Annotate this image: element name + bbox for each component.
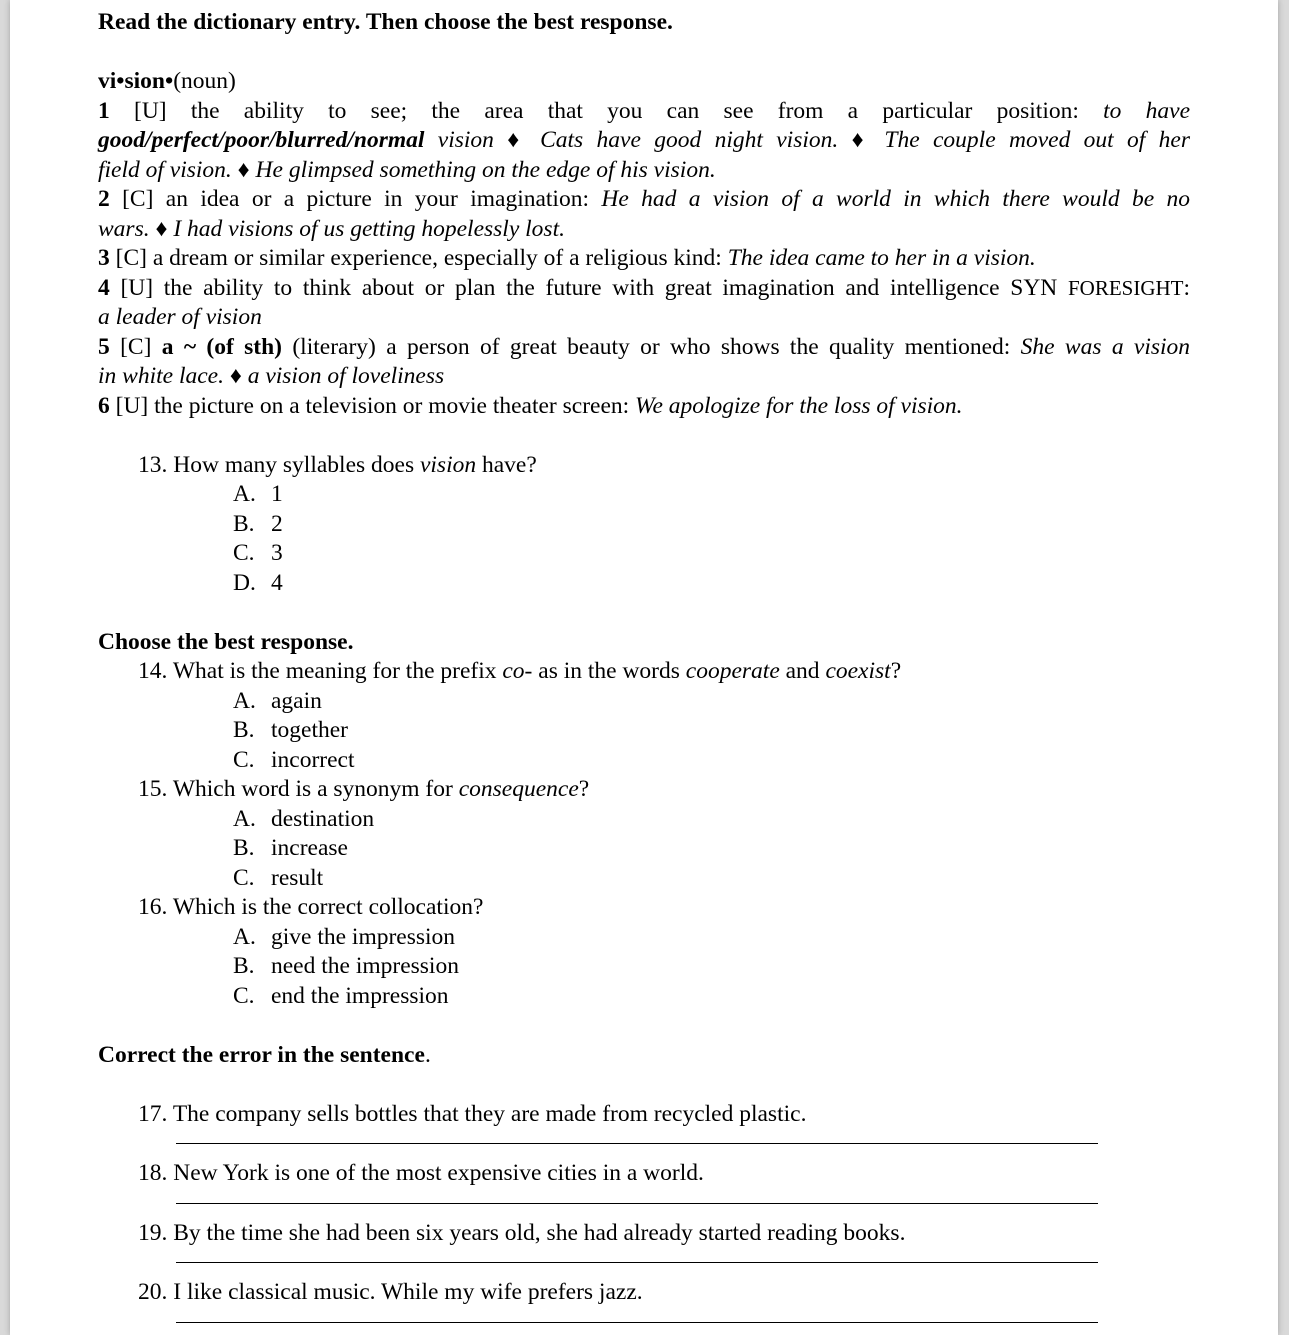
sense-text: [U] the ability to think about or plan the future with great imagination and intelligence SYN xyxy=(120,274,1058,301)
answer-option[interactable] xyxy=(233,539,1190,569)
sense-example: in white lace. ♦ a vision of loveliness xyxy=(98,363,445,389)
sense-1-line-2 xyxy=(98,126,1190,156)
question-14-options xyxy=(98,687,1190,776)
option-letter: C. xyxy=(233,982,255,1009)
colon: : xyxy=(1183,274,1191,301)
question-text: Which word is a synonym for xyxy=(172,776,453,802)
answer-line[interactable] xyxy=(176,1322,1098,1323)
option-text: 4 xyxy=(271,569,283,596)
answer-option[interactable] xyxy=(233,952,1190,982)
sense-4-line-2 xyxy=(98,303,1190,333)
question-number: 15. xyxy=(138,776,168,802)
answer-option[interactable] xyxy=(233,864,1190,894)
answer-option[interactable] xyxy=(233,834,1190,864)
option-letter: A. xyxy=(233,805,256,832)
sense-2-line-2 xyxy=(98,215,1190,245)
sense-5-line-2 xyxy=(98,362,1190,392)
sense-5-line-1 xyxy=(98,333,1190,363)
question-13-options xyxy=(98,480,1190,598)
question-word: cooperate xyxy=(685,658,780,684)
sense-collocations: good/perfect/poor/blurred/normal xyxy=(98,127,425,153)
option-text: destination xyxy=(271,805,375,832)
option-text: 3 xyxy=(271,540,283,566)
sense-3 xyxy=(98,244,1190,274)
answer-option[interactable] xyxy=(233,716,1190,746)
question-number: 17. xyxy=(138,1100,168,1127)
option-letter: B. xyxy=(233,835,255,861)
sense-example: vision ♦ Cats have good night vision. ♦ The couple moved out of her xyxy=(437,127,1191,153)
option-letter: C. xyxy=(233,864,255,891)
answer-option[interactable] xyxy=(233,982,1190,1012)
option-letter: C. xyxy=(233,540,255,566)
question-number: 19. xyxy=(138,1219,168,1246)
sense-example: The idea came to her in a vision. xyxy=(727,245,1036,271)
option-text: 1 xyxy=(271,481,283,507)
option-text: need the impression xyxy=(271,953,459,979)
question-16-options xyxy=(98,923,1190,1012)
sense-pattern: a ~ (of sth) xyxy=(161,333,283,360)
sense-2-line-1 xyxy=(98,185,1190,215)
option-text: result xyxy=(271,864,324,891)
question-15 xyxy=(138,775,1190,805)
instructions-correct-error xyxy=(98,1041,1190,1071)
question-13 xyxy=(138,451,1190,481)
option-letter: A. xyxy=(233,923,256,950)
option-letter: D. xyxy=(233,569,256,596)
sense-example: a leader of vision xyxy=(98,304,262,330)
entry-headword-line xyxy=(98,67,1190,97)
question-18 xyxy=(138,1159,1190,1189)
option-text: together xyxy=(271,717,348,743)
sense-text: [U] the ability to see; the area that you can see from a particular position: xyxy=(134,97,1079,124)
instructions-text: Correct the error in the sentence xyxy=(98,1041,425,1068)
option-text: end the impression xyxy=(271,982,449,1009)
question-text: New York is one of the most expensive cities in a world. xyxy=(173,1160,704,1186)
instructions-best-response: Choose the best response. xyxy=(98,628,354,655)
question-15-options xyxy=(98,805,1190,894)
option-text: increase xyxy=(271,835,348,861)
question-text: The company sells bottles that they are made from recycled plastic. xyxy=(172,1100,807,1127)
sense-1-line-1 xyxy=(98,97,1190,127)
answer-option[interactable] xyxy=(233,923,1190,953)
worksheet-content xyxy=(98,8,1190,1323)
question-text: Which is the correct collocation? xyxy=(172,894,484,920)
sense-4-line-1 xyxy=(98,274,1190,304)
option-text: 2 xyxy=(271,510,283,537)
sense-example: We apologize for the loss of vision. xyxy=(635,392,963,419)
question-20 xyxy=(138,1278,1190,1308)
option-letter: C. xyxy=(233,746,255,773)
sense-example: field of vision. ♦ He glimpsed something on the edge of his vision. xyxy=(98,156,716,183)
answer-option[interactable] xyxy=(233,480,1190,510)
question-number: 13. xyxy=(138,451,168,478)
question-text: have? xyxy=(481,451,537,478)
dictionary-entry xyxy=(98,67,1190,421)
option-letter: A. xyxy=(233,687,256,714)
question-text: ? xyxy=(578,776,590,802)
question-text: and xyxy=(785,658,820,684)
answer-option[interactable] xyxy=(233,569,1190,599)
instructions-period: . xyxy=(424,1041,431,1068)
option-letter: B. xyxy=(233,717,255,743)
question-number: 18. xyxy=(138,1160,168,1186)
question-text: ? xyxy=(890,658,902,684)
question-14 xyxy=(138,657,1190,687)
question-word: co- xyxy=(502,658,533,684)
option-letter: A. xyxy=(233,481,256,507)
question-text: What is the meaning for the prefix xyxy=(172,658,497,684)
sense-example: wars. ♦ I had visions of us getting hopelessly lost. xyxy=(98,215,565,242)
question-number: 20. xyxy=(138,1279,168,1305)
sense-text: [U] the picture on a television or movie theater screen: xyxy=(115,392,630,419)
sense-number: 5 xyxy=(98,333,110,360)
question-word: vision xyxy=(419,451,477,478)
sense-number: 1 xyxy=(98,97,110,124)
option-text: give the impression xyxy=(271,923,456,950)
sense-code: [C] xyxy=(120,333,152,360)
question-text: I like classical music. While my wife prefers jazz. xyxy=(173,1279,643,1305)
answer-option[interactable] xyxy=(233,805,1190,835)
question-word: consequence xyxy=(458,776,579,802)
option-text: again xyxy=(271,687,322,714)
question-number: 16. xyxy=(138,894,168,920)
answer-option[interactable] xyxy=(233,746,1190,776)
option-text: incorrect xyxy=(271,746,355,773)
question-17 xyxy=(138,1100,1190,1130)
question-number: 14. xyxy=(138,658,168,684)
question-text: How many syllables does xyxy=(173,451,415,478)
sense-1-line-3 xyxy=(98,156,1190,186)
sense-text: (literary) a person of great beauty or who shows the quality mentioned: xyxy=(292,333,1011,360)
instructions-dictionary: Read the dictionary entry. Then choose the best response. xyxy=(98,9,673,35)
headword: vi•sion• xyxy=(98,68,174,94)
question-19 xyxy=(138,1219,1190,1249)
question-16 xyxy=(138,893,1190,923)
sense-example: He had a vision of a world in which there would be no xyxy=(601,186,1191,212)
option-letter: B. xyxy=(233,953,255,979)
sense-6 xyxy=(98,392,1190,422)
part-of-speech: (noun) xyxy=(173,68,236,94)
sense-number: 3 xyxy=(98,245,110,271)
sense-text: [C] a dream or similar experience, especially of a religious kind: xyxy=(115,245,722,271)
sense-text: [C] an idea or a picture in your imagination: xyxy=(122,186,589,212)
sense-number: 2 xyxy=(98,186,110,212)
answer-option[interactable] xyxy=(233,510,1190,540)
question-text: By the time she had been six years old, she had already started reading books. xyxy=(173,1219,906,1246)
question-word: coexist xyxy=(825,658,891,684)
sense-example: to have xyxy=(1103,97,1191,124)
question-text: as in the words xyxy=(538,658,680,684)
sense-number: 6 xyxy=(98,392,110,419)
synonym: FORESIGHT xyxy=(1067,275,1184,300)
option-letter: B. xyxy=(233,510,255,537)
sense-example: She was a vision xyxy=(1020,333,1191,360)
document-page xyxy=(10,0,1278,1335)
answer-option[interactable] xyxy=(233,687,1190,717)
sense-number: 4 xyxy=(98,274,110,301)
